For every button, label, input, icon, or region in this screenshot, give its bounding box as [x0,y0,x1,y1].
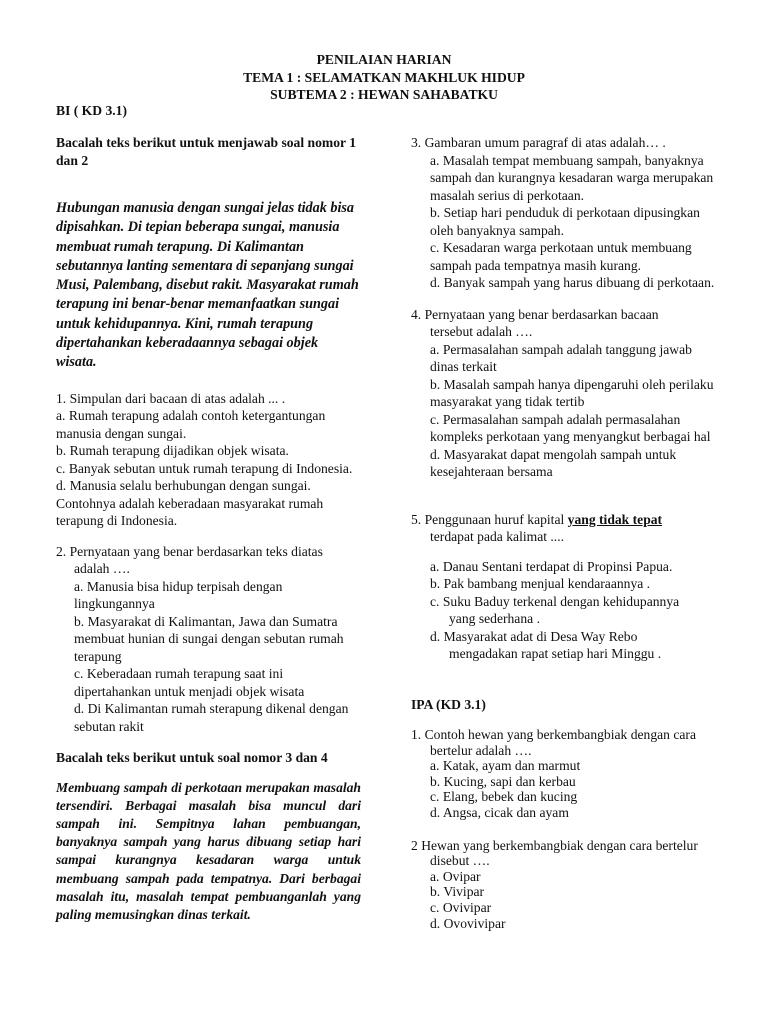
question-2-text-cont: adalah …. [74,561,130,577]
question-5-option-c: c. Suku Baduy terkenal dengan kehidupannya [430,593,680,609]
header-subtheme: SUBTEMA 2 : HEWAN SAHABATKU [270,87,498,102]
header-title: PENILAIAN HARIAN [316,52,452,67]
question-5-option-b: b. Pak bambang menjual kendaraannya . [430,576,651,591]
ipa-question-1 [411,727,721,821]
ipa-question-2-option-b: b. Vivipar [430,884,485,900]
question-3-option-d: d. Banyak sampah yang harus dibuang di perkotaan. [430,275,715,290]
header-theme: TEMA 1 : SELAMATKAN MAKHLUK HIDUP [243,69,525,85]
question-5 [411,511,721,663]
question-5-text-cont: terdapat pada kalimat .... [430,529,564,544]
ipa-question-1-text: 1. Contoh hewan yang berkembangbiak dengan cara [411,727,696,742]
reading-passage-1: Hubungan manusia dengan sungai jelas tidak bisa dipisahkan. Di tepian beberapa sungai, manusia membuat rumah terapung. Di Kalimantan sebutannya lanting sementara di sepanjang sungai Musi, Palembang, disebut rakit. Masyarakat rumah terapung ini benar-benar memanfaatkan sungai untuk kehidupannya. Kini, rumah terapung dipertahankan keberadaannya sebagai objek wisata. [56,200,359,371]
right-column [411,134,721,931]
ipa-question-1-option-d: d. Angsa, cicak dan ayam [430,804,569,820]
question-5-option-d-cont: mengadakan rapat setiap hari Minggu . [449,646,662,661]
ipa-question-2-option-d: d. Ovovivipar [430,915,506,931]
question-5-text [411,511,721,529]
question-1-option-c: c. Banyak sebutan untuk rumah terapung di Indonesia. [56,460,353,476]
question-2-option-c: c. Keberadaan rumah terapung saat ini dipertahankan untuk menjadi objek wisata [74,666,305,699]
question-2-text: 2. Pernyataan yang benar berdasarkan teks diatas [56,543,323,559]
question-1-text: 1. Simpulan dari bacaan di atas adalah ... . [56,390,286,406]
instruction-2: Bacalah teks berikut untuk soal nomor 3 dan 4 [56,750,328,766]
question-3-option-b: b. Setiap hari penduduk di perkotaan dipusingkan oleh banyaknya sampah. [430,205,700,238]
reading-passage-2: Membuang sampah di perkotaan merupakan masalah tersendiri. Berbagai masalah bisa muncul dari sampah ini. Sempitnya lahan pembuangan, banyaknya sampah yang harus dibuang setiap hari sampai kurangnya kesadaran warga untuk membuang sampah pada tempatnya. Dari berbagai masalah itu, masalah tempat pembuanganlah yang paling memusingkan dinas terkait. [56,779,361,923]
question-4-option-d: d. Masyarakat dapat mengolah sampah untuk kesejahteraan bersama [430,446,677,479]
question-4-text-cont: tersebut adalah …. [430,324,533,339]
question-2-option-d: d. Di Kalimantan rumah sterapung dikenal dengan sebutan rakit [74,701,349,734]
question-5-text-lead: 5. Penggunaan huruf kapital [411,511,568,527]
question-5-options [411,558,721,663]
section-bi-label: BI ( KD 3.1) [56,103,127,118]
ipa-question-1-option-c: c. Elang, bebek dan kucing [430,789,578,805]
question-4-option-c: c. Permasalahan sampah adalah permasalahan kompleks perkotaan yang menyangkut berbagai hal [430,411,711,444]
ipa-question-1-option-b: b. Kucing, sapi dan kerbau [430,773,576,789]
question-5-emphasis: yang tidak tepat [567,511,663,527]
question-4-option-a: a. Permasalahan sampah adalah tanggung jawab dinas terkait [430,341,692,374]
ipa-question-2-text: 2 Hewan yang berkembangbiak dengan cara bertelur [411,837,698,853]
section-ipa-label: IPA (KD 3.1) [411,696,486,712]
question-5-option-d: d. Masyarakat adat di Desa Way Rebo [430,628,638,644]
question-1-option-a: a. Rumah terapung adalah contoh ketergantungan manusia dengan sungai. [56,408,326,441]
question-3-option-a: a. Masalah tempat membuang sampah, banyaknya sampah dan kurangnya kesadaran warga merupakan masalah serius di perkotaan. [430,152,714,203]
left-column [56,134,361,924]
ipa-question-2-option-c: c. Ovivipar [430,899,492,915]
question-4-text: 4. Pernyataan yang benar berdasarkan bacaan [411,306,659,322]
instruction-1: Bacalah teks berikut untuk menjawab soal nomor 1 dan 2 [56,135,356,168]
question-1 [56,390,361,530]
question-2 [56,543,361,736]
question-2-option-a: a. Manusia bisa hidup terpisah dengan lingkungannya [74,578,283,612]
document-header [0,51,768,104]
question-1-option-d: d. Manusia selalu berhubungan dengan sungai. Contohnya adalah keberadaan masyarakat rumah terapung di Indonesia. [56,478,324,529]
question-4-option-b: b. Masalah sampah hanya dipengaruhi oleh perilaku masyarakat yang tidak tertib [430,376,714,409]
ipa-question-1-option-a: a. Katak, ayam dan marmut [430,758,581,774]
question-1-option-b: b. Rumah terapung dijadikan objek wisata. [56,443,289,459]
question-5-option-c-cont: yang sederhana . [449,611,540,626]
question-5-option-a: a. Danau Sentani terdapat di Propinsi Papua. [430,558,673,574]
question-3-text: 3. Gambaran umum paragraf di atas adalah… . [411,135,666,150]
ipa-question-2-option-a: a. Ovipar [430,868,481,884]
ipa-question-2 [411,838,721,932]
ipa-question-1-text-cont: bertelur adalah …. [430,742,532,758]
question-4 [411,306,721,481]
question-3-option-c: c. Kesadaran warga perkotaan untuk membuang sampah pada tempatnya masih kurang. [430,240,692,273]
ipa-question-2-text-cont: disebut …. [430,853,490,869]
question-3 [411,134,721,292]
question-2-option-b: b. Masyarakat di Kalimantan, Jawa dan Sumatra membuat hunian di sungai dengan sebutan rumah terapung [74,613,344,664]
